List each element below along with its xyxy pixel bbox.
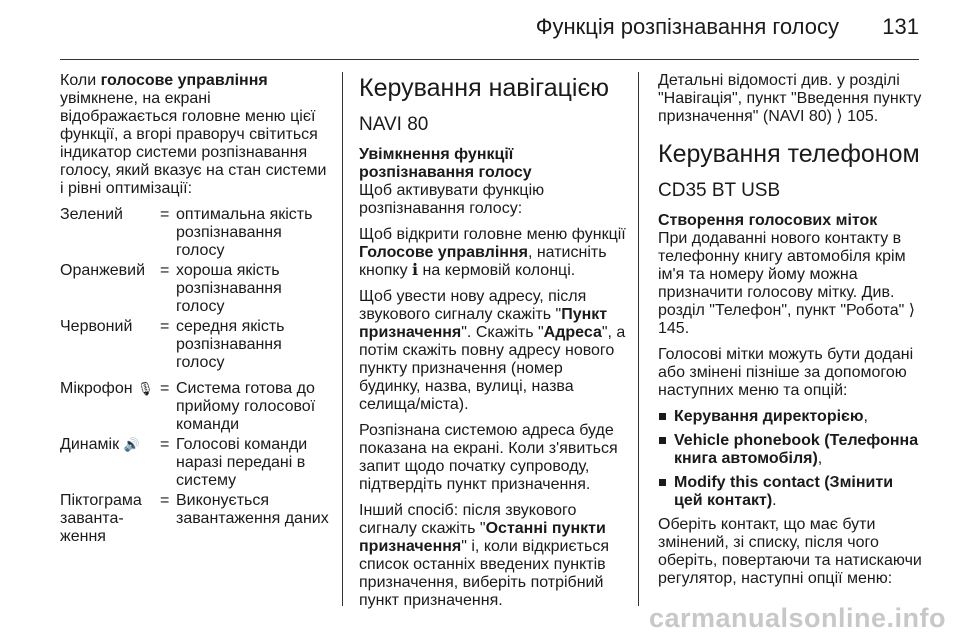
heading-voice-tags: Створення голосових міток	[658, 212, 878, 229]
legend-row-microphone: Мікрофон 🎙 = Система готова до прийому голосової команди	[60, 380, 316, 433]
heading-enable-voice: Увімкнення функції розпізнавання голосу	[359, 146, 532, 181]
paragraph: Щоб увести нову адресу, після звукового сигналу скажіть "Пункт призначення". Скажіть "Адреса", а потім скажіть повну адресу нового пункту призначення (номер будинку, назва, вулиці, назва селища/міста).	[359, 288, 626, 413]
legend-row-green: Зелений = оптимальна якість розпізнавання голосу	[60, 206, 313, 259]
color-legend	[60, 206, 332, 372]
column-divider-1	[342, 72, 343, 606]
intro-paragraph: Коли голосове управління увімкнене, на екрані відображається головне меню цієї функції, а вгорі праворуч світиться індикатор системи розпізнавання голосу, який вказує на стан системи і рівні оптимізації:	[60, 72, 327, 197]
paragraph: Щоб відкрити головне меню функції Голосове управління, натисніть кнопку ℹ на кермовій колонці.	[359, 226, 626, 279]
paragraph: Оберіть контакт, що має бути змінений, зі списку, після чого оберіть, повертаючи та натискаючи регулятор, наступні опції меню:	[658, 516, 922, 587]
legend-row-speaker: Динамік 🔊 = Голосові команди наразі передані в систему	[60, 436, 308, 489]
icon-legend	[60, 380, 332, 546]
legend-row-red: Червоний = середня якість розпізнавання голосу	[60, 318, 285, 371]
list-item: Vehicle phonebook (Телефонна книга автомобіля),	[658, 432, 926, 468]
menu-options-list	[658, 408, 926, 510]
watermark: carmanualsonline.info	[648, 603, 946, 633]
section-title-navigation: Керування навігацією	[359, 74, 609, 102]
header-divider	[60, 59, 919, 60]
paragraph: Голосові мітки можуть бути додані або змінені пізніше за допомогою наступних меню та опцій:	[658, 346, 914, 399]
paragraph: Щоб активувати функцію розпізнавання голосу:	[359, 182, 545, 217]
list-item: Modify this contact (Змінити цей контакт).	[658, 474, 926, 510]
speaker-icon: 🔊	[123, 437, 140, 452]
paragraph: Детальні відомості див. у розділі "Навігація", пункт "Введення пункту призначення" (NAVI 80) ⟩ 105.	[658, 72, 922, 125]
page-header	[60, 14, 919, 46]
paragraph: Інший спосіб: після звукового сигналу скажіть "Останні пункти призначення" і, коли відкриється список останніх введених пунктів призначення, виберіть потрібний пункт призначення.	[359, 502, 609, 609]
legend-row-orange: Оранжевий = хороша якість розпізнавання голосу	[60, 262, 282, 315]
list-item: Керування директорією,	[658, 408, 926, 426]
column-3	[658, 72, 926, 596]
steering-voice-button-icon: ℹ	[412, 262, 419, 279]
column-divider-2	[638, 72, 639, 606]
section-title-phone: Керування телефоном	[658, 140, 920, 168]
page-number: 131	[882, 14, 919, 39]
subsection-cd35: CD35 BT USB	[658, 180, 781, 201]
column-2	[359, 72, 627, 618]
column-1	[60, 72, 332, 548]
page-title: Функція розпізнавання голосу	[535, 14, 839, 39]
microphone-icon: 🎙	[137, 381, 154, 396]
paragraph: При додаванні нового контакту в телефонну книгу автомобіля крім ім'я та номеру йому можна призначити голосову мітку. Див. розділ "Телефон", пункт "Робота" ⟩ 145.	[658, 230, 916, 337]
subsection-navi80: NAVI 80	[359, 114, 429, 135]
paragraph: Розпізнана системою адреса буде показана на екрані. Коли з'явиться запит щодо початку супроводу, підтвердіть пункт призначення.	[359, 422, 618, 493]
legend-row-loading: Піктограма заванта-ження = Виконується завантаження даних	[60, 492, 329, 545]
